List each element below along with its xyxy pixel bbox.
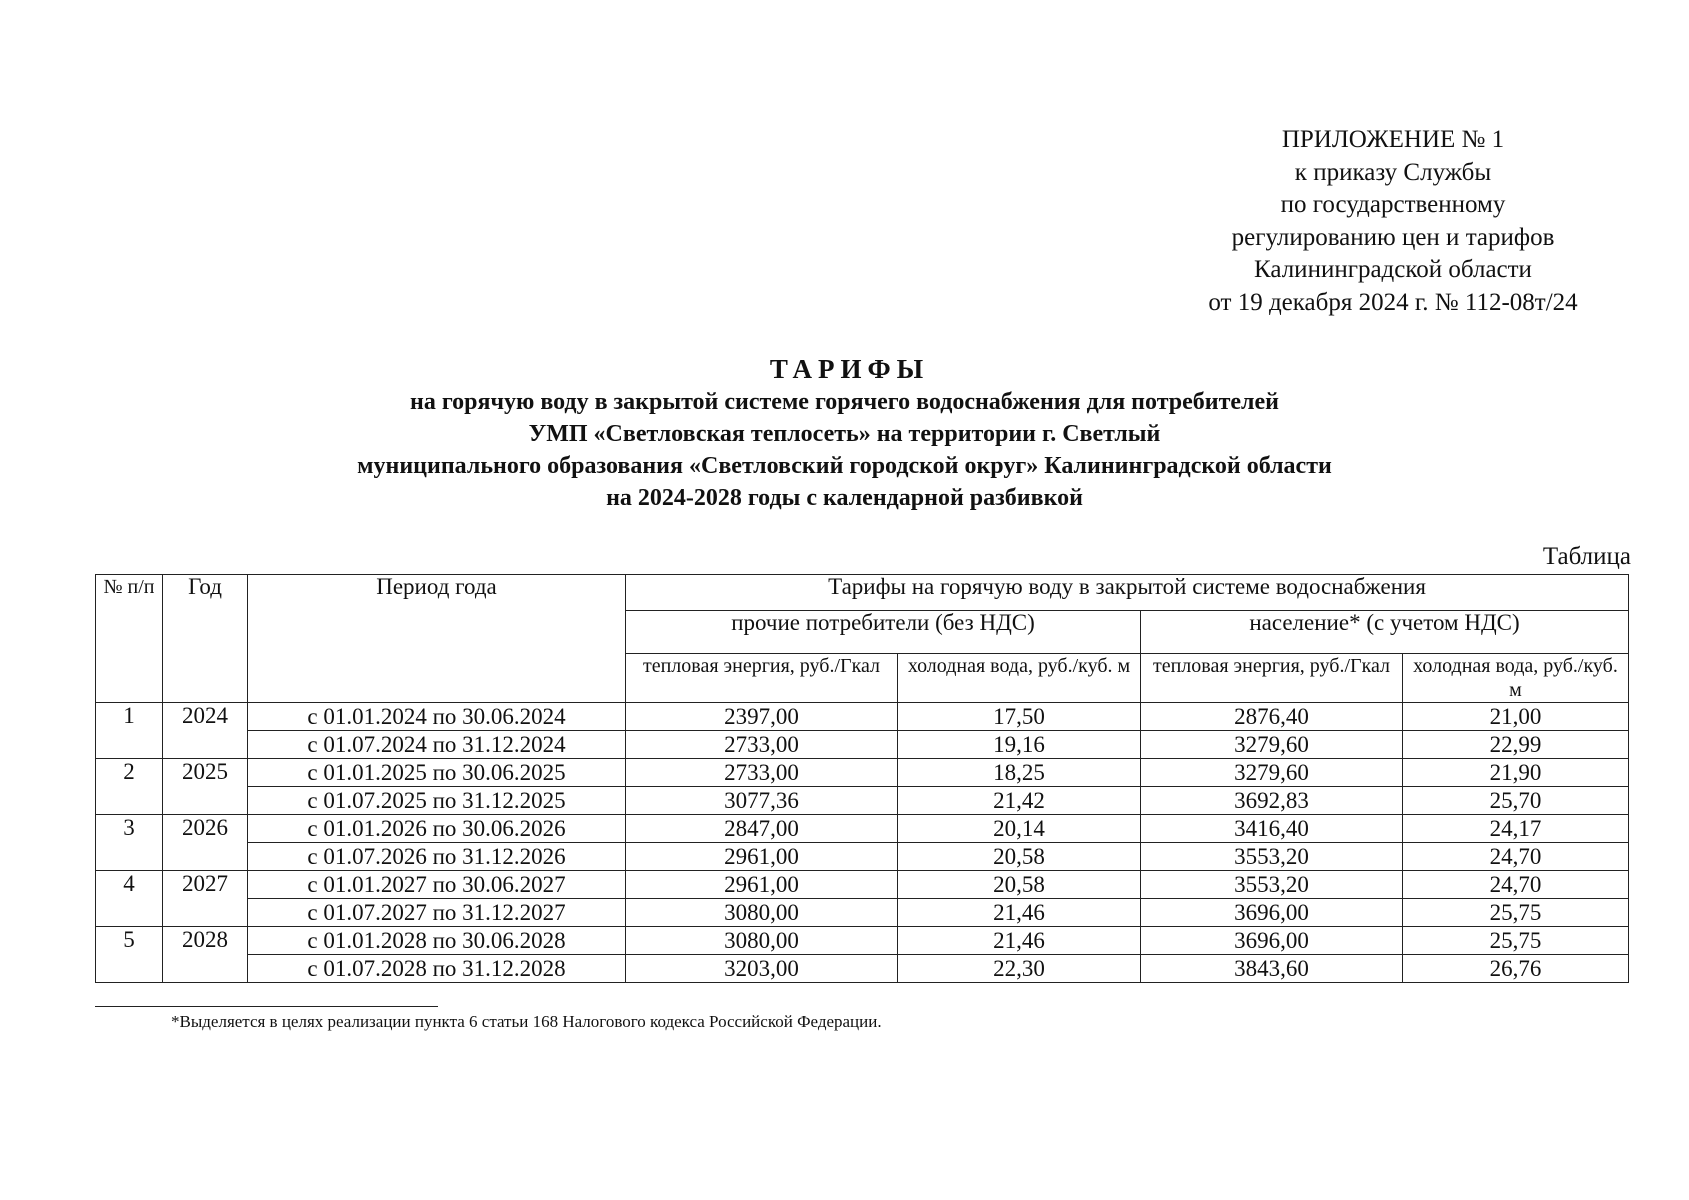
header-year: Год	[163, 575, 248, 703]
heat-energy-value: 2397,00	[626, 703, 898, 731]
heat-energy-pop-value: 3279,60	[1141, 759, 1403, 787]
appendix-line: ПРИЛОЖЕНИЕ № 1	[1281, 126, 1505, 153]
row-period: с 01.07.2025 по 31.12.2025	[248, 787, 626, 815]
table-row	[96, 899, 1629, 927]
cold-water-pop-value: 24,70	[1403, 871, 1629, 899]
header-heat-energy: тепловая энергия, руб./Гкал	[626, 654, 898, 703]
header-population: население* (с учетом НДС)	[1141, 611, 1629, 654]
table-row	[96, 787, 1629, 815]
appendix-line: к приказу Службы	[1294, 158, 1492, 186]
heat-energy-value: 2961,00	[626, 843, 898, 871]
cold-water-value: 21,46	[898, 927, 1141, 955]
header-period: Период года	[248, 575, 626, 703]
heat-energy-pop-value: 3553,20	[1141, 871, 1403, 899]
row-number: 3	[96, 815, 163, 871]
header-cold-water-population: холодная вода, руб./куб. м	[1403, 654, 1629, 703]
heat-energy-value: 2733,00	[626, 731, 898, 759]
cold-water-pop-value: 25,75	[1403, 899, 1629, 927]
appendix-line: Калининградской области	[1254, 256, 1532, 283]
heat-energy-value: 3080,00	[626, 899, 898, 927]
table-row	[96, 731, 1629, 759]
cold-water-pop-value: 25,75	[1403, 927, 1629, 955]
row-period: с 01.01.2024 по 30.06.2024	[248, 703, 626, 731]
header-number: № п/п	[96, 575, 163, 703]
table-row	[96, 815, 1629, 843]
header-tariffs-group: Тарифы на горячую воду в закрытой системе водоснабжения	[626, 575, 1629, 611]
row-period: с 01.07.2026 по 31.12.2026	[248, 843, 626, 871]
title-main: ТАРИФЫ	[769, 354, 930, 384]
row-year: 2026	[163, 815, 248, 871]
cold-water-value: 21,46	[898, 899, 1141, 927]
heat-energy-value: 3203,00	[626, 955, 898, 983]
appendix-block	[1163, 124, 1623, 319]
row-year: 2027	[163, 871, 248, 927]
row-period: с 01.01.2025 по 30.06.2025	[248, 759, 626, 787]
heat-energy-value: 2961,00	[626, 871, 898, 899]
cold-water-value: 20,58	[898, 871, 1141, 899]
cold-water-pop-value: 21,00	[1403, 703, 1629, 731]
heat-energy-value: 3080,00	[626, 927, 898, 955]
heat-energy-pop-value: 2876,40	[1141, 703, 1403, 731]
appendix-line: регулированию цен и тарифов	[1231, 223, 1555, 251]
heat-energy-pop-value: 3416,40	[1141, 815, 1403, 843]
row-number: 4	[96, 871, 163, 927]
document-title	[0, 352, 1689, 514]
heat-energy-pop-value: 3279,60	[1141, 731, 1403, 759]
cold-water-pop-value: 26,76	[1403, 955, 1629, 983]
cold-water-pop-value: 22,99	[1403, 731, 1629, 759]
cold-water-value: 20,58	[898, 843, 1141, 871]
appendix-line: по государственному	[1280, 191, 1506, 218]
table-row	[96, 759, 1629, 787]
heat-energy-pop-value: 3843,60	[1141, 955, 1403, 983]
header-cold-water: холодная вода, руб./куб. м	[898, 654, 1141, 703]
row-number: 5	[96, 927, 163, 983]
heat-energy-value: 3077,36	[626, 787, 898, 815]
table-row	[96, 843, 1629, 871]
tariffs-table	[95, 574, 1629, 983]
heat-energy-value: 2847,00	[626, 815, 898, 843]
heat-energy-pop-value: 3692,83	[1141, 787, 1403, 815]
table-row	[96, 871, 1629, 899]
row-period: с 01.07.2027 по 31.12.2027	[248, 899, 626, 927]
row-number: 1	[96, 703, 163, 759]
cold-water-value: 22,30	[898, 955, 1141, 983]
row-year: 2025	[163, 759, 248, 815]
header-other-consumers: прочие потребители (без НДС)	[626, 611, 1141, 654]
row-year: 2024	[163, 703, 248, 759]
row-period: с 01.01.2026 по 30.06.2026	[248, 815, 626, 843]
header-heat-energy-population: тепловая энергия, руб./Гкал	[1141, 654, 1403, 703]
cold-water-pop-value: 24,17	[1403, 815, 1629, 843]
cold-water-value: 20,14	[898, 815, 1141, 843]
heat-energy-value: 2733,00	[626, 759, 898, 787]
row-year: 2028	[163, 927, 248, 983]
footnote: *Выделяется в целях реализации пункта 6 статьи 168 Налогового кодекса Российской Федерации.	[171, 1012, 882, 1031]
table-row	[96, 927, 1629, 955]
title-line: на 2024-2028 годы с календарной разбивкой	[606, 485, 1083, 511]
heat-energy-pop-value: 3553,20	[1141, 843, 1403, 871]
row-period: с 01.01.2027 по 30.06.2027	[248, 871, 626, 899]
cold-water-value: 17,50	[898, 703, 1141, 731]
cold-water-value: 19,16	[898, 731, 1141, 759]
cold-water-pop-value: 21,90	[1403, 759, 1629, 787]
heat-energy-pop-value: 3696,00	[1141, 899, 1403, 927]
cold-water-value: 21,42	[898, 787, 1141, 815]
row-period: с 01.07.2028 по 31.12.2028	[248, 955, 626, 983]
appendix-line: от 19 декабря 2024 г. № 112-08т/24	[1208, 288, 1578, 316]
title-line: УМП «Светловская теплосеть» на территории г. Светлый	[528, 421, 1161, 447]
title-line: на горячую воду в закрытой системе горячего водоснабжения для потребителей	[409, 389, 1279, 415]
footnote-divider	[95, 1006, 438, 1007]
row-period: с 01.01.2028 по 30.06.2028	[248, 927, 626, 955]
cold-water-pop-value: 25,70	[1403, 787, 1629, 815]
title-line: муниципального образования «Светловский городской округ» Калининградской области	[357, 453, 1332, 479]
heat-energy-pop-value: 3696,00	[1141, 927, 1403, 955]
table-label: Таблица	[1542, 543, 1631, 570]
cold-water-value: 18,25	[898, 759, 1141, 787]
cold-water-pop-value: 24,70	[1403, 843, 1629, 871]
table-row	[96, 703, 1629, 731]
row-number: 2	[96, 759, 163, 815]
table-row	[96, 955, 1629, 983]
row-period: с 01.07.2024 по 31.12.2024	[248, 731, 626, 759]
